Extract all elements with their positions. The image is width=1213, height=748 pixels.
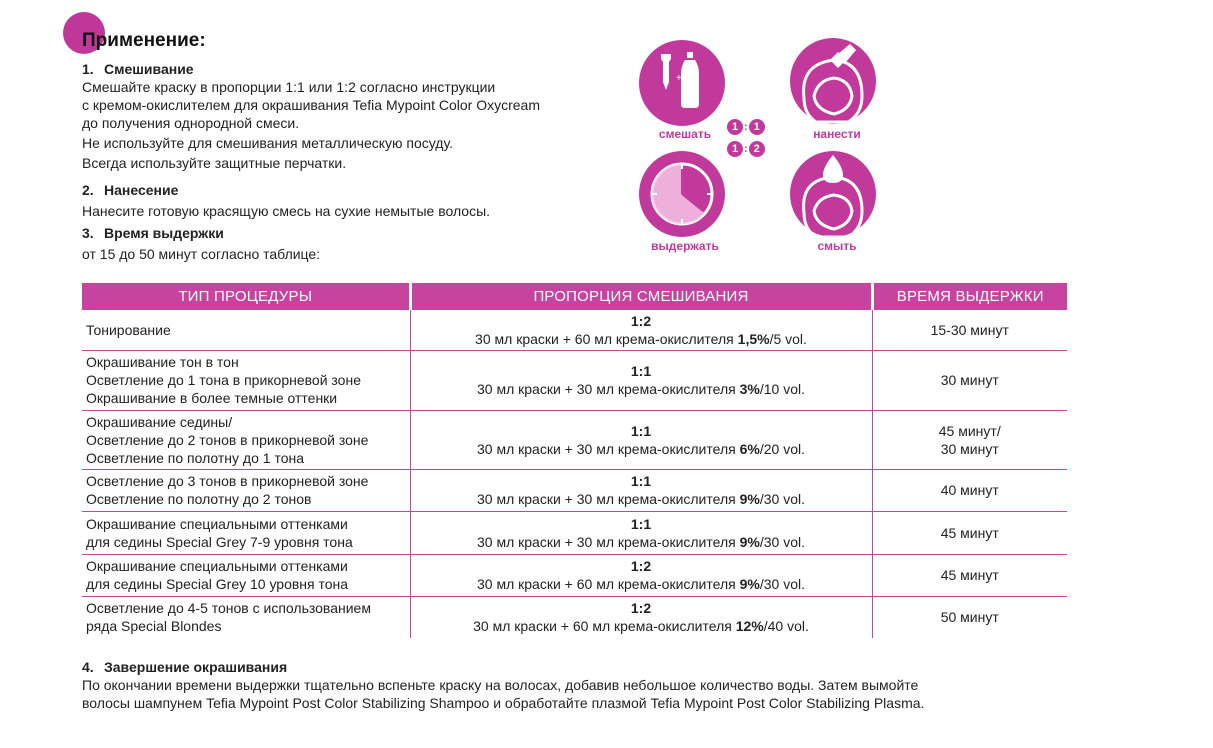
- cell-type: Осветление до 4-5 тонов с использованием ряда Special Blondes: [82, 596, 410, 638]
- cell-ratio: 1:1 30 мл краски + 30 мл крема-окислителя 3%/10 vol.: [410, 350, 872, 410]
- step-apply: [82, 181, 490, 220]
- step-heading: 4. Завершение окрашивания: [82, 659, 288, 675]
- table-row: [82, 469, 1067, 511]
- cell-time: 45 минут/ 30 минут: [872, 410, 1067, 469]
- step-text: Не используйте для смешивания металлическую посуду.: [82, 135, 453, 151]
- step-text: волосы шампунем Tefia Mypoint Post Color Stabilizing Shampoo и обработайте плазмой Tefia Mypoint Post Color Stabilizing Plasma.: [82, 695, 925, 711]
- procedure-table: [82, 283, 1067, 638]
- step-text: до получения однородной смеси.: [82, 115, 300, 131]
- cell-time: 15-30 минут: [872, 310, 1067, 350]
- cell-ratio: 1:2 30 мл краски + 60 мл крема-окислителя 12%/40 vol.: [410, 596, 872, 638]
- cell-type: Осветление до 3 тонов в прикорневой зоне Осветление по полотну до 2 тонов: [82, 469, 410, 511]
- ratio-1-2: 1 : 2: [727, 141, 765, 157]
- cell-time: 30 минут: [872, 350, 1067, 410]
- step-mixing: [82, 60, 540, 172]
- ratio-1-1: 1 : 1: [727, 119, 765, 135]
- table-header-row: [82, 283, 1067, 310]
- apply-brush-head-icon: [790, 38, 876, 124]
- step-finish: [82, 658, 924, 712]
- cell-time: 45 минут: [872, 511, 1067, 554]
- cell-ratio: 1:2 30 мл краски + 60 мл крема-окислителя 9%/30 vol.: [410, 554, 872, 596]
- step-text: с кремом-окислителем для окрашивания Tefia Mypoint Color Oxycream: [82, 97, 540, 113]
- step-text: Нанесите готовую красящую смесь на сухие немытые волосы.: [82, 203, 491, 219]
- table-row: [82, 310, 1067, 350]
- step-heading: 3. Время выдержки: [82, 225, 224, 241]
- cell-type: Окрашивание специальными оттенками для седины Special Grey 7-9 уровня тона: [82, 511, 410, 554]
- table-row: [82, 554, 1067, 596]
- cell-ratio: 1:1 30 мл краски + 30 мл крема-окислителя 9%/30 vol.: [410, 511, 872, 554]
- wait-label: выдержать: [651, 239, 719, 253]
- header-mix-ratio: ПРОПОРЦИЯ СМЕШИВАНИЯ: [410, 283, 872, 310]
- step-text: Смешайте краску в пропорции 1:1 или 1:2 согласно инструкции: [82, 79, 496, 95]
- table-row: [82, 596, 1067, 638]
- apply-label: нанести: [813, 127, 861, 141]
- page-title: Применение:: [82, 30, 206, 51]
- rinse-label: смыть: [817, 239, 857, 253]
- step-time: [82, 224, 320, 263]
- cell-time: 45 минут: [872, 554, 1067, 596]
- cell-type: Окрашивание специальными оттенками для седины Special Grey 10 уровня тона: [82, 554, 410, 596]
- cell-type: Тонирование: [82, 310, 410, 350]
- step-heading: 1. Смешивание: [82, 61, 194, 77]
- cell-ratio: 1:1 30 мл краски + 30 мл крема-окислителя 9%/30 vol.: [410, 469, 872, 511]
- cell-time: 50 минут: [940, 609, 999, 626]
- header-procedure-type: ТИП ПРОЦЕДУРЫ: [82, 283, 410, 310]
- step-heading: 2. Нанесение: [82, 182, 179, 198]
- table-row: [82, 511, 1067, 554]
- cell-ratio: 1:2 30 мл краски + 60 мл крема-окислителя 1,5%/5 vol.: [410, 310, 872, 350]
- cell-type: Окрашивание тон в тон Осветление до 1 тона в прикорневой зоне Окрашивание в более темные оттенки: [82, 350, 410, 410]
- step-text: По окончании времени выдержки тщательно вспеньте краску на волосах, добавив небольшое количество воды. Затем вымойте: [82, 677, 919, 693]
- wait-clock-icon: [639, 151, 725, 237]
- table-row: [82, 350, 1067, 410]
- plus-sign: +: [676, 73, 682, 84]
- step-text: Всегда используйте защитные перчатки.: [82, 155, 347, 171]
- mix-label: смешать: [658, 127, 712, 141]
- mix-tube-bottle-icon: [639, 40, 725, 126]
- cell-time: 40 минут: [872, 469, 1067, 511]
- cell-type: Окрашивание седины/ Осветление до 2 тонов в прикорневой зоне Осветление по полотну до 1 тона: [82, 410, 410, 469]
- header-time: ВРЕМЯ ВЫДЕРЖКИ: [872, 283, 1067, 310]
- step-text: от 15 до 50 минут согласно таблице:: [82, 246, 321, 262]
- cell-ratio: 1:1 30 мл краски + 30 мл крема-окислителя 6%/20 vol.: [410, 410, 872, 469]
- table-row: [82, 410, 1067, 469]
- rinse-drop-head-icon: [790, 151, 876, 237]
